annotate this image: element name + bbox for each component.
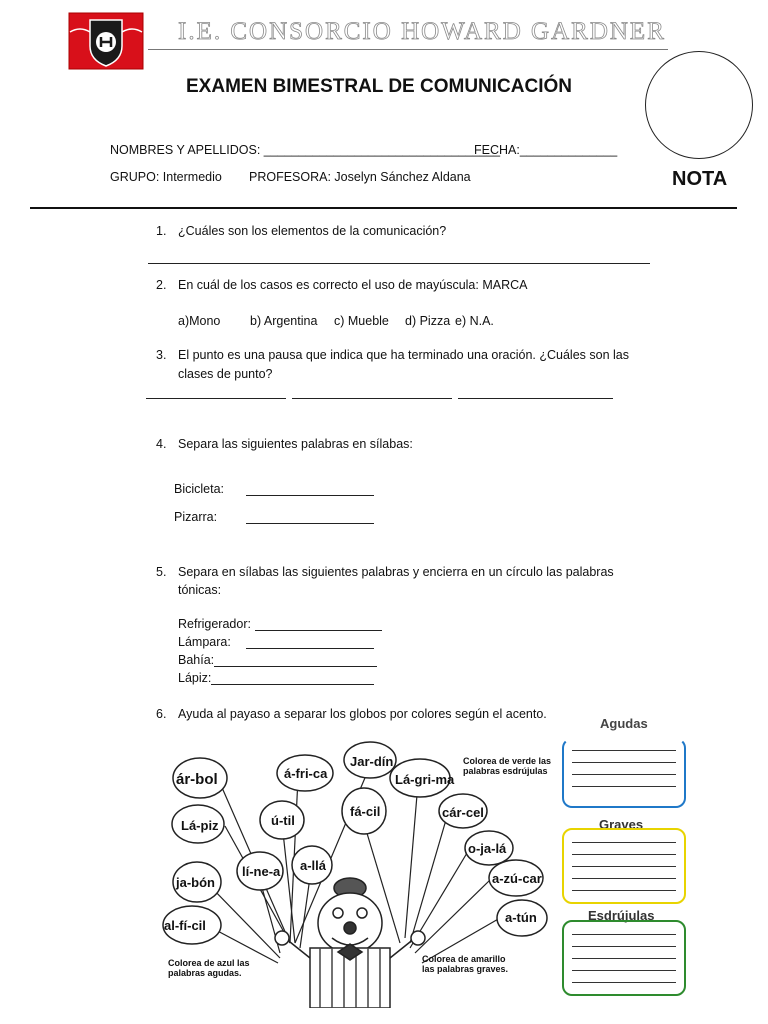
q5-answer-line-3 xyxy=(214,666,377,667)
balloon-label: cár-cel xyxy=(442,805,484,820)
header-divider xyxy=(148,49,668,50)
exam-title: EXAMEN BIMESTRAL DE COMUNICACIÓN xyxy=(186,76,572,97)
balloon-label: ja-bón xyxy=(176,875,215,890)
box-agudas-label: Agudas xyxy=(600,716,648,731)
box-esdrujulas-label: Esdrújulas xyxy=(588,908,655,923)
note-green: Colorea de verde las palabras esdrújulas xyxy=(463,756,552,776)
q3-answer-line-1 xyxy=(146,398,286,399)
q3-number: 3. xyxy=(156,348,167,362)
q5-answer-line-1 xyxy=(255,630,382,631)
balloon-label: Lá-gri-ma xyxy=(395,772,455,787)
q5-text-line2: tónicas: xyxy=(178,583,222,597)
q4-text: Separa las siguientes palabras en sílabas: xyxy=(178,437,413,451)
q5-word-3: Bahía: xyxy=(178,653,215,667)
q5-word-4: Lápiz: xyxy=(178,671,212,685)
q5-answer-line-4 xyxy=(211,684,374,685)
note-blue: Colorea de azul las palabras agudas. xyxy=(168,958,250,978)
balloon-label: a-zú-car xyxy=(492,871,542,886)
q4-answer-line-1 xyxy=(246,495,374,496)
balloon-label: ú-til xyxy=(271,813,295,828)
balloon-label: Lá-piz xyxy=(181,818,219,833)
q4-word-2: Pizarra: xyxy=(174,510,218,524)
balloon-label: a-llá xyxy=(300,858,327,873)
q5-word-1: Refrigerador: xyxy=(178,617,251,631)
q2-number: 2. xyxy=(156,278,167,292)
balloon-label: ár-bol xyxy=(176,771,218,788)
date-field: FECHA:______________ xyxy=(474,143,618,157)
teacher-label: PROFESORA: Joselyn Sánchez Aldana xyxy=(249,170,471,184)
q6-text: Ayuda al payaso a separar los globos por colores según el acento. xyxy=(178,707,547,721)
q2-option-b: b) Argentina xyxy=(250,314,318,328)
names-field: NOMBRES Y APELLIDOS: __________________________________ xyxy=(110,143,501,157)
balloon-label: á-fri-ca xyxy=(284,766,328,781)
q1-text: ¿Cuáles son los elementos de la comunicación? xyxy=(178,224,447,238)
q3-text-line2: clases de punto? xyxy=(178,367,273,381)
q3-answer-line-3 xyxy=(458,398,613,399)
q2-option-d: d) Pizza xyxy=(405,314,451,328)
q4-number: 4. xyxy=(156,437,167,451)
grade-circle xyxy=(645,51,753,159)
q1-answer-line xyxy=(148,263,650,264)
q5-number: 5. xyxy=(156,565,167,579)
q6-number: 6. xyxy=(156,707,167,721)
q3-text-line1: El punto es una pausa que indica que ha terminado una oración. ¿Cuáles son las xyxy=(178,348,629,362)
school-name: I.E. CONSORCIO HOWARD GARDNER xyxy=(178,18,666,45)
q5-text-line1: Separa en sílabas las siguientes palabras y encierra en un círculo las palabras xyxy=(178,565,614,579)
balloon-label: lí-ne-a xyxy=(242,864,281,879)
q2-option-e: e) N.A. xyxy=(455,314,494,328)
balloon-label: a-tún xyxy=(505,910,537,925)
q5-answer-line-2 xyxy=(246,648,374,649)
grade-label: NOTA xyxy=(672,168,728,190)
box-graves xyxy=(562,828,686,904)
school-crest-icon xyxy=(68,12,144,70)
note-yellow: Colorea de amarillo las palabras graves. xyxy=(422,954,509,974)
q2-text: En cuál de los casos es correcto el uso de mayúscula: MARCA xyxy=(178,278,528,292)
balloon-label: fá-cil xyxy=(350,804,381,819)
box-agudas xyxy=(562,738,686,808)
q5-word-2: Lámpara: xyxy=(178,635,231,649)
box-graves-label: Graves xyxy=(599,817,644,832)
school-logo xyxy=(68,12,144,70)
q1-number: 1. xyxy=(156,224,167,238)
header-rule xyxy=(30,207,737,209)
group-label: GRUPO: Intermedio xyxy=(110,170,222,184)
q2-option-c: c) Mueble xyxy=(334,314,389,328)
balloon-label: Jar-dín xyxy=(350,754,394,769)
q3-answer-line-2 xyxy=(292,398,452,399)
balloon-label: al-fí-cil xyxy=(164,918,206,933)
balloon-label: o-ja-lá xyxy=(468,841,507,856)
q4-word-1: Bicicleta: xyxy=(174,482,225,496)
box-esdrujulas xyxy=(562,920,686,996)
q4-answer-line-2 xyxy=(246,523,374,524)
q2-option-a: a)Mono xyxy=(178,314,221,328)
